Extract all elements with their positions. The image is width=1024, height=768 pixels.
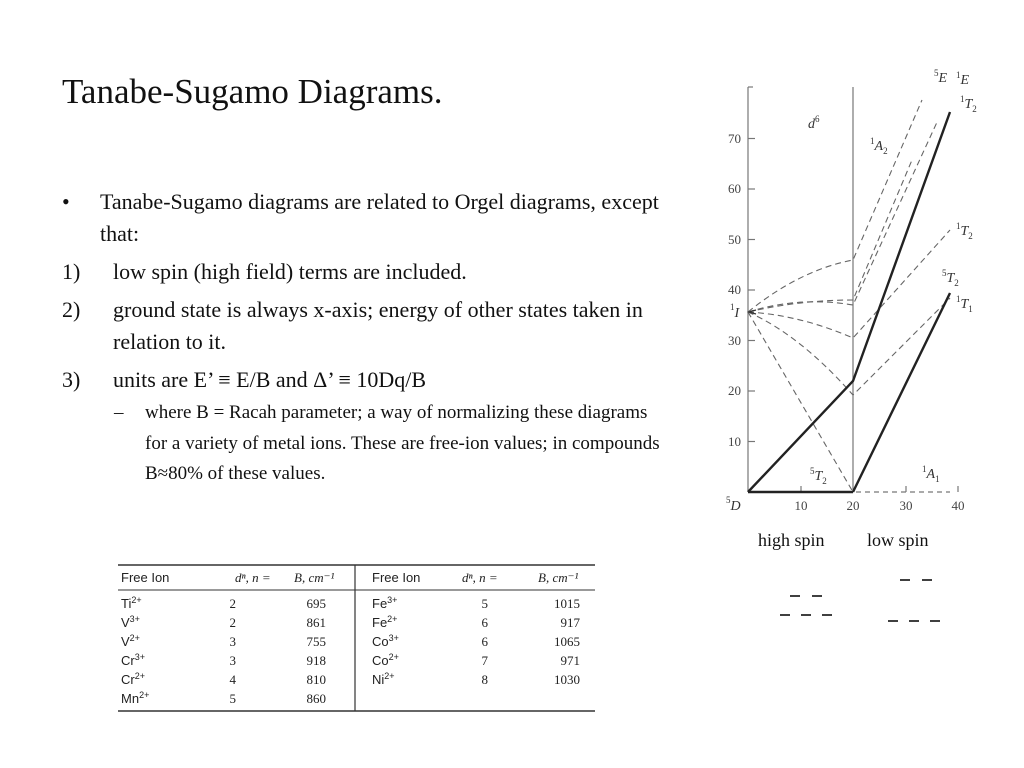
curve-1E — [748, 100, 922, 312]
svg-text:861: 861 — [306, 615, 326, 630]
term-1T2-mid: $^1T_2$ — [956, 221, 973, 241]
racah-parameter-table — [118, 560, 598, 716]
svg-text:2: 2 — [229, 615, 236, 630]
term-5E: $^5$E — [934, 68, 948, 86]
sub-bullet-marker: – — [114, 402, 124, 423]
low-spin-levels — [888, 580, 940, 621]
term-1A1: $^1A_1$ — [922, 464, 940, 484]
svg-text:Co3+: $Co^{3+}$ — [372, 633, 399, 649]
col-header-n: dⁿ, n = — [235, 570, 271, 585]
y-tick-label: 20 — [728, 383, 741, 398]
x-tick-label: 20 — [846, 498, 860, 513]
line-5T2-strong — [853, 293, 950, 492]
y-tick-labels — [728, 131, 741, 449]
tanabe-sugano-diagram — [700, 60, 1000, 560]
svg-text:V2+: $V^{2+}$ — [121, 633, 140, 649]
svg-text:Cr3+: $Cr^{3+}$ — [121, 652, 145, 668]
svg-text:8: 8 — [481, 672, 488, 687]
numbered-item-1 — [62, 256, 672, 288]
table-row — [121, 614, 326, 630]
table-row — [372, 595, 580, 611]
term-5T2-bottom: $^5T_2$ — [810, 466, 827, 486]
high-spin-label: high spin — [758, 530, 825, 550]
term-1T1: $^1T_1$ — [956, 294, 973, 314]
item-marker: 1) — [62, 259, 81, 284]
bullet-intro-text: Tanabe-Sugamo diagrams are related to Orgel diagrams, except that: — [100, 189, 659, 246]
term-1A2: $^1A_2$ — [870, 136, 888, 156]
svg-text:1030: 1030 — [554, 672, 580, 687]
x-tick-label: 30 — [899, 498, 913, 513]
sub-bullet — [62, 398, 672, 490]
term-labels — [726, 68, 977, 514]
table-row — [121, 671, 326, 687]
origin-term-label: $^5$D — [726, 495, 741, 514]
svg-text:695: 695 — [306, 596, 326, 611]
col-header-b: B, cm⁻¹ — [538, 570, 579, 585]
y-tick-label: 30 — [728, 333, 741, 348]
term-1T2-top: $^1T_2$ — [960, 94, 977, 114]
numbered-item-3 — [62, 364, 672, 396]
svg-text:Cr2+: $Cr^{2+}$ — [121, 671, 145, 687]
svg-text:810: 810 — [306, 672, 326, 687]
svg-text:3: 3 — [229, 634, 236, 649]
svg-text:860: 860 — [306, 691, 326, 706]
col-header-ion: Free Ion — [372, 570, 421, 585]
item-marker: 3) — [62, 367, 81, 392]
y-tick-label: 10 — [728, 434, 741, 449]
table-rules — [118, 565, 595, 711]
svg-text:V3+: $V^{3+}$ — [121, 614, 140, 630]
curve-1T1 — [748, 298, 950, 395]
low-spin-label: low spin — [867, 530, 929, 550]
svg-text:755: 755 — [306, 634, 326, 649]
svg-text:5: 5 — [229, 691, 236, 706]
col-header-b: B, cm⁻¹ — [294, 570, 335, 585]
table-row — [121, 595, 326, 611]
svg-text:917: 917 — [560, 615, 580, 630]
line-5E — [748, 112, 950, 492]
table-row — [121, 633, 326, 649]
curve-1A1-weak — [748, 312, 853, 492]
diagram-axes — [748, 87, 958, 492]
svg-text:Ni2+: $Ni^{2+}$ — [372, 671, 395, 687]
item-text: low spin (high field) terms are included. — [113, 259, 467, 284]
y-tick-label: 40 — [728, 282, 741, 297]
table-row — [372, 652, 580, 668]
y-tick-label: 70 — [728, 131, 741, 146]
sub-bullet-text: where B = Racah parameter; a way of normalizing these diagrams for a variety of metal ions. These are free-ion values; in compounds B≈80% of these values. — [145, 402, 660, 484]
bullet-intro — [62, 186, 672, 250]
table-left-body — [121, 595, 326, 706]
curve-1A2 — [748, 160, 912, 312]
svg-text:Mn2+: $Mn^{2+}$ — [121, 690, 150, 706]
svg-text:Ti2+: $Ti^{2+}$ — [121, 595, 142, 611]
table-row — [372, 614, 581, 630]
high-spin-levels — [780, 596, 832, 615]
svg-text:4: 4 — [229, 672, 236, 687]
svg-text:6: 6 — [481, 634, 488, 649]
y-tick-label: 50 — [728, 232, 741, 247]
table-row — [372, 671, 580, 687]
config-label: $d^6$ — [808, 114, 820, 132]
col-header-n: dⁿ, n = — [462, 570, 498, 585]
svg-text:918: 918 — [306, 653, 326, 668]
svg-text:2: 2 — [229, 596, 236, 611]
x-tick-label: 40 — [951, 498, 965, 513]
svg-text:971: 971 — [560, 653, 580, 668]
svg-text:1015: 1015 — [554, 596, 580, 611]
term-1E: $^1$E — [956, 70, 970, 88]
svg-text:7: 7 — [481, 653, 488, 668]
svg-text:Fe3+: $Fe^{3+}$ — [372, 595, 398, 611]
quintet-and-ground-lines — [748, 112, 950, 492]
svg-text:Co2+: $Co^{2+}$ — [372, 652, 399, 668]
item-text: units are E’ ≡ E/B and Δ’ ≡ 10Dq/B — [113, 367, 427, 392]
x-tick-labels — [795, 498, 965, 513]
svg-text:3: 3 — [229, 653, 236, 668]
svg-text:6: 6 — [481, 615, 488, 630]
singlet-curves — [748, 100, 950, 492]
svg-text:1065: 1065 — [554, 634, 580, 649]
svg-text:Fe2+: $Fe^{2+}$ — [372, 614, 398, 630]
bullet-marker: • — [62, 189, 70, 214]
table-right-body — [372, 595, 581, 687]
term-5T2-right: $^5T_2$ — [942, 268, 959, 288]
numbered-item-2 — [62, 294, 672, 358]
slide-title: Tanabe-Sugamo Diagrams. — [62, 72, 443, 111]
col-header-ion: Free Ion — [121, 570, 170, 585]
curve-1T2-mid — [748, 230, 950, 338]
bullet-list — [62, 186, 672, 490]
y-tick-label: 60 — [728, 181, 741, 196]
table-header-row — [121, 570, 578, 585]
svg-text:5: 5 — [481, 596, 488, 611]
item-marker: 2) — [62, 297, 81, 322]
left-term-label: $^1$I — [730, 302, 740, 321]
orbital-splitting-schematic — [770, 570, 960, 630]
item-text: ground state is always x-axis; energy of other states taken in relation to it. — [113, 297, 643, 354]
table-row — [372, 633, 580, 649]
x-tick-label: 10 — [794, 498, 808, 513]
curve-1T2-upper — [748, 120, 938, 312]
table-row — [121, 652, 326, 668]
table-row — [121, 690, 326, 706]
